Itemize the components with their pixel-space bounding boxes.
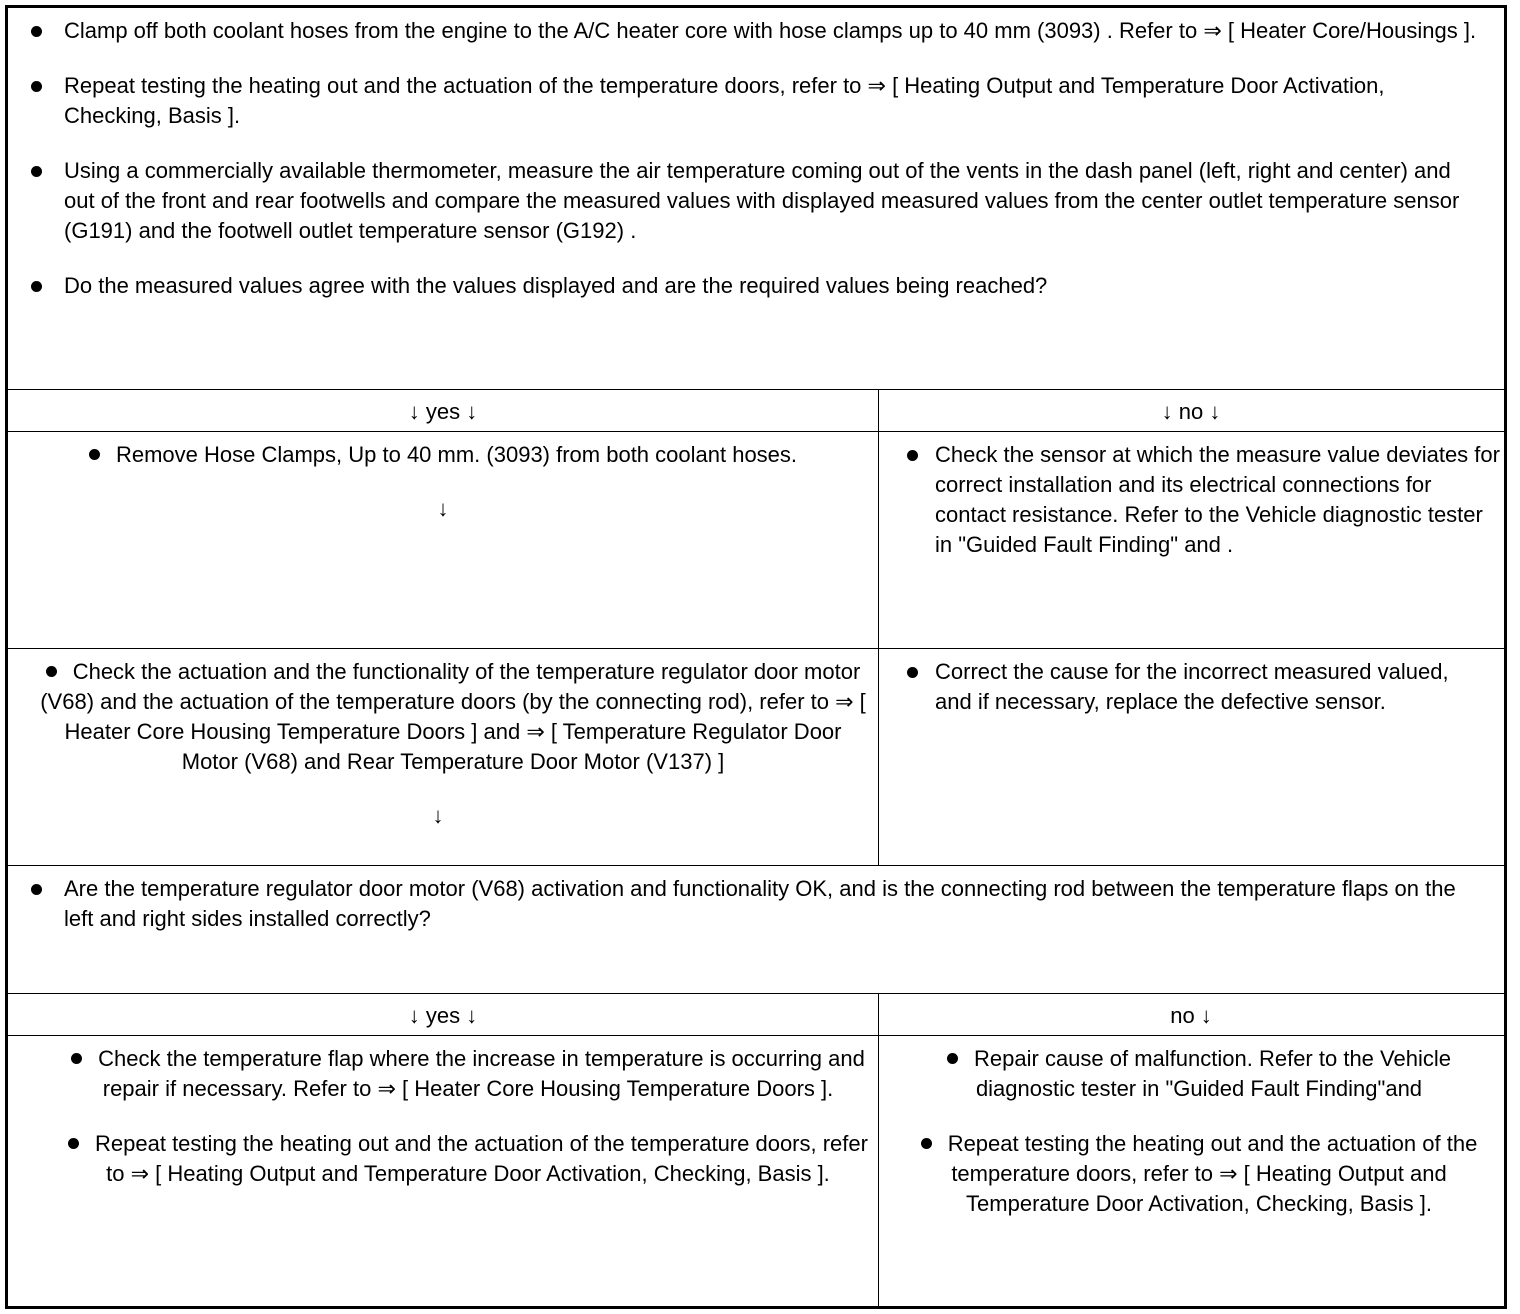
step-measure-temperature: Using a commercially available thermometer, measure the air temperature coming out of the vents in the dash panel (left, right and center) and out of the front and rear footwells and compare the measured values with displayed measured values from the center outlet temperature sensor (G191) and the footwell outlet temperature sensor (G192) . [8, 156, 1504, 246]
branch1-yes-step2-cell [38, 657, 868, 831]
branch1-yes-step2: Check the actuation and the functionality of the temperature regulator door motor (V68) and the actuation of the temperature doors (by the connecting rod), refer to ⇒ [ Heater Core Housing Temperature Doors ] and ⇒ [ Temperature Regulator Door Motor (V68) and Rear Temperature Door Motor (V137) ] [40, 659, 866, 774]
intro-steps [8, 16, 1504, 326]
branch2-yes-step1: Check the temperature flap where the increase in temperature is occurring and repair if necessary. Refer to ⇒ [ Heater Core Housing Temperature Doors ]. [68, 1044, 868, 1104]
bullet-icon [89, 449, 100, 460]
down-arrow-icon: ↓ [437, 496, 449, 521]
bullet-icon [947, 1053, 958, 1064]
branch2-no-cell [900, 1044, 1498, 1219]
question-values-agree: Do the measured values agree with the values displayed and are the required values being reached? [8, 271, 1504, 301]
branch2-no-label: no ↓ [1170, 1003, 1212, 1028]
down-arrow-icon: ↓ [432, 803, 444, 828]
branch1-no-step1-cell [880, 440, 1504, 560]
divider [8, 993, 1504, 994]
branch1-yes-step1-cell [8, 440, 878, 524]
branch2-yes-label: ↓ yes ↓ [408, 1003, 478, 1028]
procedure-table [5, 5, 1507, 1309]
divider [8, 389, 1504, 390]
question-motor-functionality: Are the temperature regulator door motor (V68) activation and functionality OK, and is the connecting rod between the temperature flaps on the left and right sides installed correctly? [8, 874, 1504, 934]
branch1-no-step2: Correct the cause for the incorrect measured valued, and if necessary, replace the defective sensor. [880, 657, 1504, 717]
bullet-icon [68, 1138, 79, 1149]
bullet-icon [921, 1138, 932, 1149]
branch2-no-step1: Repair cause of malfunction. Refer to the Vehicle diagnostic tester in "Guided Fault Finding"and [900, 1044, 1498, 1104]
column-divider [878, 993, 879, 1306]
divider [8, 431, 1504, 432]
branch1-yes-step1: Remove Hose Clamps, Up to 40 mm. (3093) from both coolant hoses. [8, 440, 878, 470]
branch1-yes-label: ↓ yes ↓ [408, 399, 478, 424]
bullet-icon [71, 1053, 82, 1064]
divider [8, 648, 1504, 649]
branch1-no-step1: Check the sensor at which the measure value deviates for correct installation and its electrical connections for contact resistance. Refer to the Vehicle diagnostic tester in "Guided Fault Finding" and . [880, 440, 1504, 560]
step-clamp-hoses: Clamp off both coolant hoses from the engine to the A/C heater core with hose clamps up to 40 mm (3093) . Refer to ⇒ [ Heater Core/Housings ]. [8, 16, 1504, 46]
branch2-no-step2: Repeat testing the heating out and the actuation of the temperature doors, refer to ⇒ [ Heating Output and Temperature Door Activation, Checking, Basis ]. [900, 1129, 1498, 1219]
bullet-icon [46, 666, 57, 677]
branch2-yes-step2: Repeat testing the heating out and the actuation of the temperature doors, refer to ⇒ [ Heating Output and Temperature Door Activation, Checking, Basis ]. [68, 1129, 868, 1189]
step-repeat-heating-test: Repeat testing the heating out and the actuation of the temperature doors, refer to ⇒ [ Heating Output and Temperature Door Activation, Checking, Basis ]. [8, 71, 1504, 131]
divider [8, 865, 1504, 866]
branch1-no-step2-cell [880, 657, 1504, 717]
column-divider [878, 389, 879, 865]
branch2-yes-cell [68, 1044, 868, 1189]
divider [8, 1035, 1504, 1036]
question2-cell [8, 874, 1504, 959]
branch1-no-label: ↓ no ↓ [1161, 399, 1221, 424]
